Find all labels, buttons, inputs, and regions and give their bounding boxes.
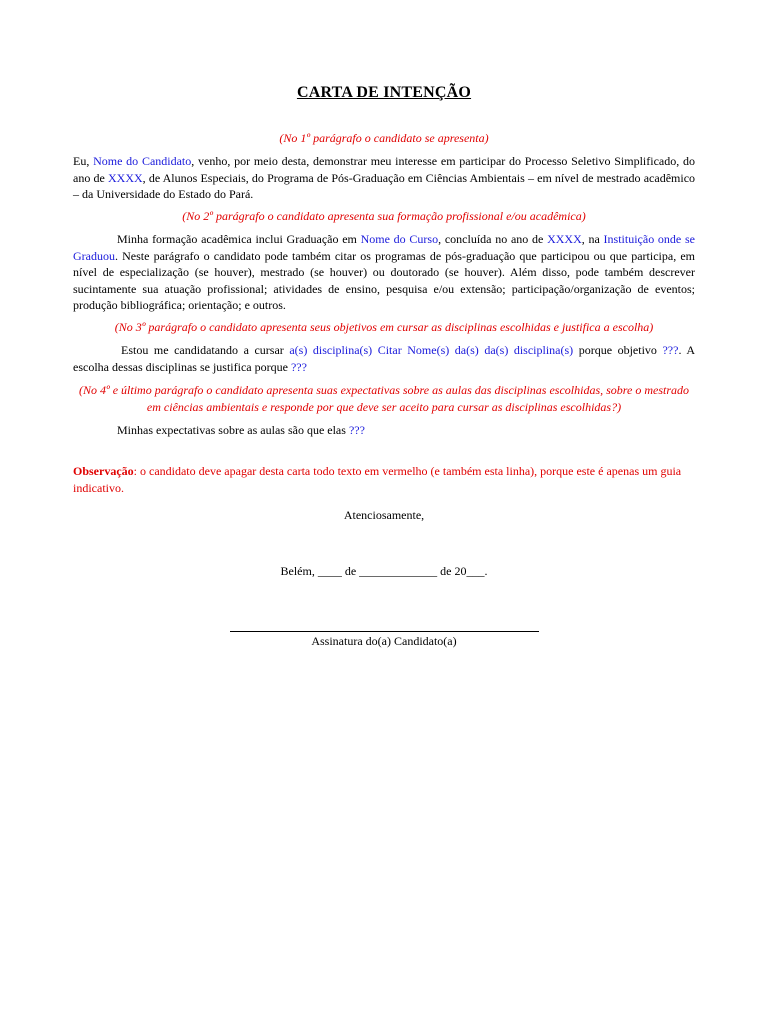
paragraph-3 <box>73 342 695 375</box>
signature-label: Assinatura do(a) Candidato(a) <box>311 634 457 648</box>
p1-text-2: , venho, por meio desta, demonstrar meu interesse em participar do Processo Seletivo Simplificado, do ano de <box>73 154 696 185</box>
instruction-note-1: (No 1º parágrafo o candidato se apresenta) <box>279 131 489 145</box>
observation-text: : o candidato deve apagar desta carta todo texto em vermelho (e também esta linha), porque este é apenas um guia indicativo. <box>73 464 682 495</box>
year-placeholder: XXXX <box>107 170 143 185</box>
disciplines-placeholder: a(s) disciplina(s) Citar Nome(s) da(s) da(s) disciplina(s) <box>289 343 574 357</box>
p1-text-3: , de Alunos Especiais, do Programa de Pós-Graduação em Ciências Ambientais – em nível de mestrado acadêmico – da Universidade do Estado do Pará. <box>73 170 696 202</box>
justification-placeholder: ??? <box>290 359 307 374</box>
instruction-note-4: (No 4º e último parágrafo o candidato apresenta suas expectativas sobre as aulas das disciplinas escolhidas, sobre o mestrado em ciências ambientais e responde por que deve ser aceito para cursar as disciplinas escolhidas?) <box>78 383 690 414</box>
candidate-name-placeholder: Nome do Candidato <box>93 154 192 168</box>
p3-text-2: porque objetivo <box>578 343 657 357</box>
objective-placeholder: ??? <box>662 343 679 357</box>
p2-text-3: , na <box>581 232 600 246</box>
expectations-placeholder: ??? <box>348 423 365 437</box>
institution-placeholder: Instituição onde se Graduou <box>73 232 695 263</box>
graduation-year-placeholder: XXXX <box>547 232 582 246</box>
course-placeholder: Nome do Curso <box>360 232 439 246</box>
p2-text-1: Minha formação acadêmica inclui Graduação em <box>117 232 357 246</box>
paragraph-4 <box>73 422 695 439</box>
p2-text-4: . Neste parágrafo o candidato pode também citar os programas de pós-graduação que participou ou que participa, em nível de especialização (se houver), mestrado (se houver) ou doutorado (se houver). Além disso, pode também descrever sucintamente sua atuação profissional; atividades de ensino, pesquisa e/ou extensão; participação/organização de eventos; produção bibliográfica; orientação; e outros. <box>73 248 695 313</box>
p1-text-1: Eu, <box>73 154 90 168</box>
signature-line <box>230 631 539 632</box>
p2-text-2: , concluída no ano de <box>438 232 544 246</box>
p3-text-1: Estou me candidatando a cursar <box>121 343 284 357</box>
paragraph-2 <box>73 231 695 314</box>
closing-text: Atenciosamente, <box>343 508 425 522</box>
place-date-line: Belém, ____ de _____________ de 20___. <box>280 564 488 578</box>
p4-text-1: Minhas expectativas sobre as aulas são que elas <box>117 423 346 437</box>
observation-label: Observação <box>73 464 134 478</box>
instruction-note-2: (No 2º parágrafo o candidato apresenta sua formação profissional e/ou acadêmica) <box>182 209 586 223</box>
p3-text-3: . A escolha dessas disciplinas se justifica porque <box>73 343 696 374</box>
instruction-note-3: (No 3º parágrafo o candidato apresenta seus objetivos em cursar as disciplinas escolhidas e justifica a escolha) <box>114 320 654 334</box>
paragraph-1 <box>73 153 695 203</box>
observation-note <box>73 463 695 496</box>
page-title: CARTA DE INTENÇÃO <box>296 84 472 101</box>
